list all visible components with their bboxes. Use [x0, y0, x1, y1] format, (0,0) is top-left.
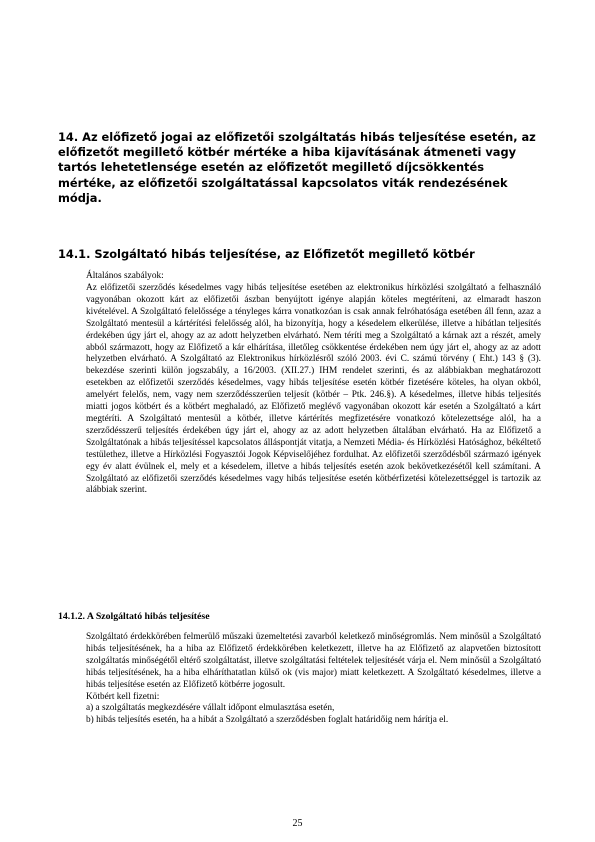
page-number: 25 — [292, 818, 303, 829]
list-item: a) a szolgáltatás megkezdésére vállalt időpont elmulasztása esetén, — [86, 703, 335, 714]
paragraph: Kötbért kell fizetni: — [86, 691, 160, 702]
subsection-body: Az előfizetői szerződés késedelmes vagy hibás teljesítése esetében az elektronikus hírközlési szolgáltató a felhasználó vagyonában okozott kárt az előfizetői ászban benyújtott igénye alapján köteles megtéríteni, az elmaradt haszon kivételével. A Szolgáltató felelőssége a tényleges kárra vonatkozóan is csak annak felróhatósága esetében áll fenn, azaz a Szolgáltató mentesül a kártérítési felelősség alól, ha bizonyítja, hogy a késedelem elkerülése, illetve a hibátlan teljesítés érdekében úgy járt el, ahogy az az adott helyzetben elvárható. Nem téríti meg a Szolgáltató a kárnak azt a részét, amely abból származott, hogy az Előfizető a kár elhárítása, illetőleg csökkentése érdekében nem úgy járt el, ahogy az az adott helyzetben elvárható. A Szolgáltató az Elektronikus hírközlésről szóló 2003. évi C. számú törvény ( Eht.) 143 § (3). bekezdése szerinti külön jogszabály, a 16/2003. (XII.27.) IHM rendelet szerinti, és az alábbiakban meghatározott esetekben az előfizetői szerződés késedelmes, vagy hibás teljesítése esetén kötbér fizetésére köteles, ha olyan okból, amelyért felelős, nem, vagy nem szerződésszerűen teljesít (kötbér – Ptk. 246.§). A késedelmes, illetve hibás teljesítés miatti jogos kötbért és a kötbért meghaladó, az Előfizető meglévő vagyonában okozott kár esetén a Szolgáltató a kárt megtéríti. A Szolgáltató mentesül a kötbér, illetve kártérítés megfizetésére vonatkozó kötelezettsége alól, ha a szerződésszerű teljesítés érdekében úgy járt el, ahogy az az adott helyzetben általában elvárható. Ha az Előfizető a Szolgáltatónak a hibás teljesítéssel kapcsolatos álláspontját vitatja, a Nemzeti Média- és Hírközlési Hatósághoz, békéltető testülethez, illetve a Hírközlési Fogyasztói Jogok Képviselőjéhez fordulhat. Az előfizetői szerződésből származó igények egy év alatt évülnek el, mely et a késedelem, illetve a hibás teljesítés esetén azok bekövetkezésétől kell számítani. A Szolgáltató az előfizetői szerződés késedelmes vagy hibás teljesítése esetén kötbérfizetési kötelezettséggel is tartozik az alábbiak szerint. — [86, 283, 541, 496]
list-item: b) hibás teljesítés esetén, ha a hibát a Szolgáltató a szerződésben foglalt határidőig nem hárítja el. — [86, 715, 449, 726]
subsection-lead: Általános szabályok: — [86, 271, 164, 281]
subsubsection-body — [86, 632, 541, 727]
section-heading: 14. Az előfizető jogai az előfizetői szolgáltatás hibás teljesítése esetén, az előfizetőt megillető kötbér mértéke a hiba kijavításának átmeneti vagy tartós lehetetlensége esetén az előfizetőt megillető díjcsökkentés mértéke, az előfizetői szolgáltatással kapcsolatos viták rendezésének módja. — [58, 130, 536, 205]
paragraph: Szolgáltató érdekkörében felmerülő műszaki üzemeltetési zavarból keletkező minőségromlás. Nem minősül a Szolgáltató hibás teljesítésének, ha a hiba az Előfizető érdekkörében keletkezett, illetve ha az Előfizető az alapvetően biztosított szolgáltatás minőségétől eltérő szolgáltatást, illetve szolgáltatási feltételek teljesítését várja el. Nem minősül a Szolgáltató hibás teljesítésének, ha a hiba elháríthatatlan külső ok (vis major) miatt keletkezett. A Szolgáltató késedelmes, illetve a hibás teljesítése esetén az Előfizető kötbérre jogosult. — [86, 632, 541, 690]
subsection-heading: 14.1. Szolgáltató hibás teljesítése, az Előfizetőt megillető kötbér — [58, 247, 475, 261]
subsubsection-heading: 14.1.2. A Szolgáltató hibás teljesítése — [58, 611, 210, 622]
